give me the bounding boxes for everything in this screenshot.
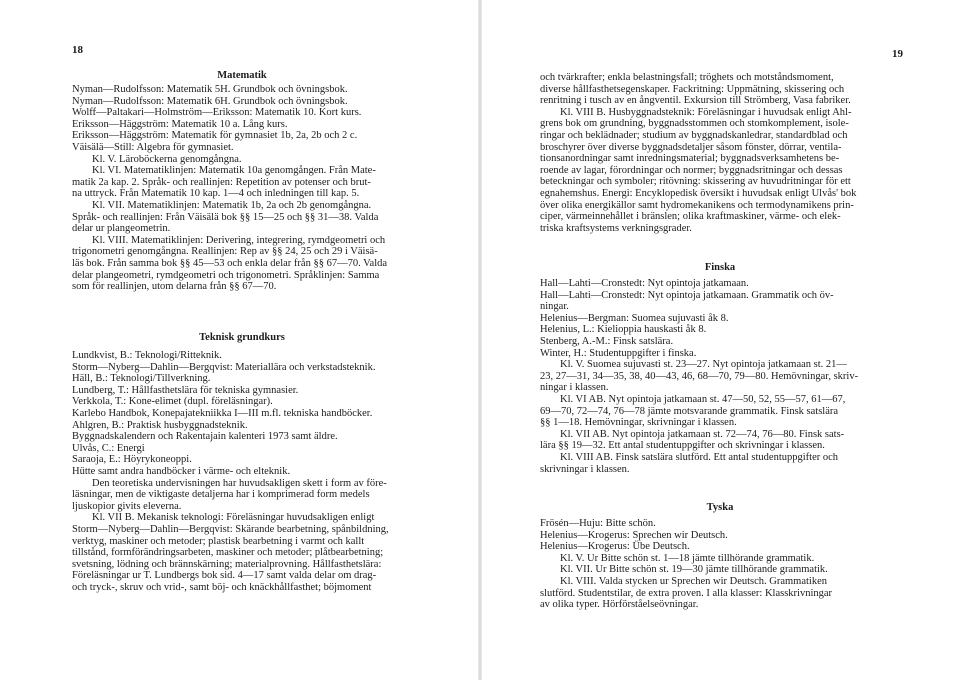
text-line: 23, 27—31, 34—35, 38, 40—43, 46, 68—70, 79—80. Hemövningar, skriv- [540, 370, 859, 382]
right-page [482, 0, 960, 680]
text-line: Kl. VIII. Valda stycken ur Sprechen wir Deutsch. Grammatiken [560, 575, 827, 587]
text-line: och tvärkrafter; enkla belastningsfall; tröghets och motståndsmoment, [540, 72, 834, 83]
text-line: över olika energikällor samt hydromekanikens och termodynamikens prin- [540, 199, 854, 211]
text-line: Winter, H.: Studentuppgifter i finska. [540, 347, 697, 359]
text-line: ringar och beklädnader; studium av byggnadskanledrar, standardblad och [540, 129, 848, 141]
text-line: roende av lagar, förordningar och normer; byggnadsritningar och dessas [540, 164, 843, 176]
text-line: Hütte samt andra handböcker i värme- och elteknik. [72, 465, 291, 477]
text-line: Wolff—Paltakari—Holmström—Eriksson: Matematik 10. Kort kurs. [72, 107, 362, 119]
text-line: ningar. [540, 301, 569, 313]
text-line: Kl. VI AB. Nyt opintoja jatkamaan st. 47—50, 52, 55—57, 61—67, [560, 393, 846, 405]
text-line: renritning i tusch av en ångventil. Exkursion till Strömberg, Vasa fabriker. [540, 95, 851, 107]
text-line: Lundkvist, B.: Teknologi/Ritteknik. [72, 350, 222, 361]
text-line: 69—70, 72—74, 76—78 jämte motsvarande grammatik. Finsk satslära [540, 405, 839, 417]
text-line: Helenius—Krogerus: Übe Deutsch. [540, 541, 690, 553]
text-line: Ahlgren, B.: Praktisk husbyggnadsteknik. [72, 419, 248, 431]
text-line: Helenius, L.: Kielioppia hauskasti åk 8. [540, 324, 707, 336]
text-line: Kl. VII B. Mekanisk teknologi: Föreläsningar huvudsakligen enligt [92, 512, 375, 524]
text-line: Kl. VIII B. Husbyggnadsteknik: Föreläsningar i huvudsak enligt Ahl- [560, 106, 852, 118]
page-number: 19 [892, 48, 903, 60]
text-line: Lundberg, T.: Hållfasthetslära för tekniska gymnasier. [72, 384, 299, 396]
text-line: Häll, B.: Teknologi/Tillverkning. [72, 373, 211, 385]
text-line: egnahemshus. Energi: Encyklopedisk översikt i huvudsak enligt Ulvås' bok [540, 187, 857, 199]
continued-text [540, 72, 900, 234]
text-line: ningar i klassen. [540, 382, 609, 394]
text-line: beteckningar och symboler; ritövning: skissering av huvudritningar för ett [540, 176, 851, 188]
text-line: Kl. V. Ur Bitte schön st. 1—18 jämte tillhörande grammatik. [560, 552, 815, 564]
text-line: Nyman—Rudolfsson: Matematik 5H. Grundbok och övningsbok. [72, 84, 348, 95]
text-line: läsningar, men de viktigaste detaljerna har i komprimerad form medels [72, 489, 370, 501]
page-number: 18 [72, 44, 83, 56]
text-line: Verkkola, T.: Kone-elimet (dupl. föreläsningar). [72, 396, 273, 408]
text-line: trigonometri genomgångna. Reallinjen: Rep av §§ 24, 25 och 29 i Väisä- [72, 246, 378, 258]
text-line: svetsning, lödning och brännskärning; materialprovning. Hållfasthetslära: [72, 558, 382, 570]
text-line: tillstånd, formförändringsarbeten, maskiner och metoder; plåtbearbetning; [72, 547, 384, 559]
text-line: Storm—Nyberg—Dahlin—Bergqvist: Skärande bearbetning, spånbildning, [72, 523, 389, 535]
text-line: läs bok. Från samma bok §§ 45—53 och enkla delar från §§ 67—70. Valda [72, 257, 388, 269]
text-line: slutförd. Studentstilar, de extra proven. I alla klasser: Klasskrivningar [540, 587, 833, 599]
text-line: Språk- och reallinjen: Från Väisälä bok §§ 15—25 och §§ 31—38. Valda [72, 211, 379, 223]
text-line: Den teoretiska undervisningen har huvudsakligen skett i form av före- [92, 477, 387, 489]
text-line: Kl. V. Suomea sujuvasti st. 23—27. Nyt opintoja jatkamaan st. 21— [560, 359, 847, 371]
text-line: Föreläsningar ur T. Lundbergs bok sid. 4—17 samt valda delar om drag- [72, 570, 377, 582]
text-line: Storm—Nyberg—Dahlin—Bergqvist: Materiallära och verkstadsteknik. [72, 361, 376, 373]
text-line: Nyman—Rudolfsson: Matematik 6H. Grundbok och övningsbok. [72, 95, 348, 107]
left-page [0, 0, 478, 680]
text-line: lära §§ 19—32. Ett antal studentuppgifter och skrivningar i klassen. [540, 440, 825, 452]
text-line: och tryck-, skruv och vrid-, samt böj- och knäckhållfasthet; böjmoment [72, 581, 372, 593]
text-line: Helenius—Bergman: Suomea sujuvasti åk 8. [540, 312, 729, 324]
text-line: ljuskopior givits eleverna. [72, 500, 182, 512]
tyska-text [540, 518, 900, 611]
text-line: Kl. VIII AB. Finsk satslära slutförd. Ett antal studentuppgifter och [560, 451, 839, 463]
text-line: Byggnadskalendern och Rakentajain kalenteri 1973 samt äldre. [72, 431, 338, 443]
text-line: som för reallinjen, utom delarna från §§ 67—70. [72, 281, 277, 293]
text-line: Hall—Lahti—Cronstedt: Nyt opintoja jatkamaan. [540, 278, 749, 289]
text-line: Väisälä—Still: Algebra för gymnasiet. [72, 141, 234, 153]
text-line: delar plangeometri, rymdgeometri och trigonometri. Språklinjen: Samma [72, 269, 380, 281]
text-line: Saraoja, E.: Höyrykoneoppi. [72, 454, 192, 466]
text-line: Eriksson—Häggström: Matematik 10 a. Lång kurs. [72, 118, 288, 130]
text-line: Karlebo Handbok, Konepajatekniikka I—III m.fl. tekniska handböcker. [72, 407, 373, 419]
text-line: triska kraftsystems verkningsgrader. [540, 222, 692, 234]
text-line: delar ur plangeometrin. [72, 223, 171, 235]
text-line: Kl. VIII. Matematiklinjen: Derivering, integrering, rymdgeometri och [92, 234, 386, 246]
text-line: ciper, värmeinnehållet i bränslen; olika kraftmaskiner, värme- och elek- [540, 211, 841, 223]
text-line: diverse hållfasthetsegenskaper. Fackritning: Uppmätning, skissering och [540, 83, 845, 95]
section-heading-finska: Finska [704, 262, 736, 273]
text-line: Kl. VII. Matematiklinjen: Matematik 1b, 2a och 2b genomgångna. [92, 199, 372, 211]
text-line: Eriksson—Häggström: Matematik för gymnasiet 1b, 2a, 2b och 2 c. [72, 130, 358, 142]
text-line: Kl. VII. Ur Bitte schön st. 19—30 jämte tillhörande grammatik. [560, 564, 828, 576]
text-line: Kl. V. Läroböckerna genomgångna. [92, 153, 242, 165]
text-line: matik 2a kap. 2. Språk- och reallinjen: Repetition av potenser och brut- [72, 176, 371, 188]
text-line: broschyrer över diverse byggnadsdetaljer såsom fönster, dörrar, ventila- [540, 141, 842, 153]
text-line: na uttryck. Från Matematik 10 kap. 1—4 och inledningen till kap. 5. [72, 188, 360, 200]
section-heading-teknisk-grundkurs: Teknisk grundkurs [199, 332, 285, 343]
text-line: tionsanordningar samt inredningsmaterial; byggnadsverksamhetens be- [540, 153, 840, 165]
text-line: skrivningar i klassen. [540, 463, 630, 475]
section-heading-tyska: Tyska [706, 502, 734, 513]
text-line: §§ 1—18. Hemövningar, skrivningar i klassen. [540, 417, 737, 429]
text-line: av olika typer. Hörförståelseövningar. [540, 599, 699, 611]
text-line: verktyg, maskiner och metoder; plastisk bearbetning i varmt och kallt [72, 535, 365, 547]
text-line: grens bok om grundning, byggnadsstommen och stomkomplement, isole- [540, 118, 849, 130]
text-line: Kl. VII AB. Nyt opintoja jatkamaan st. 72—74, 76—80. Finsk sats- [560, 428, 845, 440]
teknisk-grundkurs-text [72, 350, 432, 593]
section-heading-matematik: Matematik [217, 70, 267, 81]
finska-text [540, 278, 900, 475]
text-line: Helenius—Krogerus: Sprechen wir Deutsch. [540, 529, 728, 541]
text-line: Stenberg, A.-M.: Finsk satslära. [540, 335, 674, 347]
matematik-text [72, 84, 432, 293]
text-line: Ulvås, C.: Energi [72, 442, 145, 454]
text-line: Kl. VI. Matematiklinjen: Matematik 10a genomgången. Från Mate- [92, 165, 376, 177]
text-line: Hall—Lahti—Cronstedt: Nyt opintoja jatkamaan. Grammatik och öv- [540, 289, 834, 301]
text-line: Frösén—Huju: Bitte schön. [540, 518, 656, 529]
